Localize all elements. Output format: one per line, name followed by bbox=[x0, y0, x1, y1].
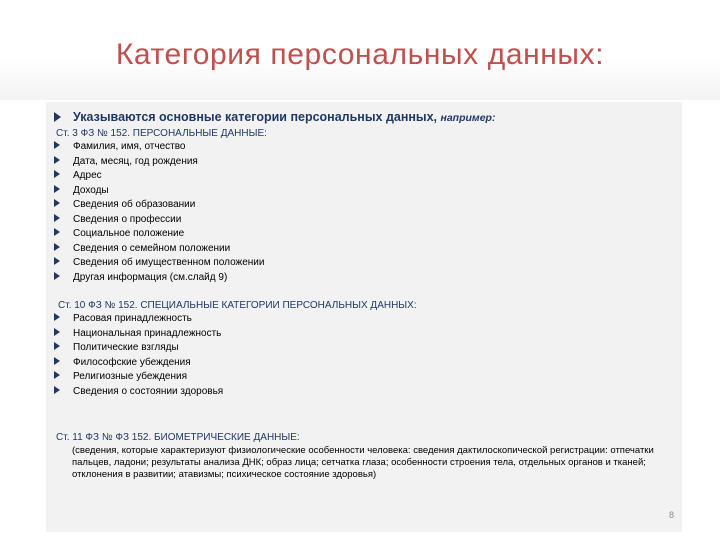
section3-heading: Ст. 11 ФЗ № ФЗ 152. БИОМЕТРИЧЕСКИЕ ДАННЫЕ: bbox=[56, 432, 300, 443]
list-item: Философские убеждения bbox=[54, 356, 223, 371]
triangle-right-icon bbox=[54, 199, 60, 207]
lead-example: например: bbox=[440, 112, 496, 124]
page-number: 8 bbox=[669, 510, 675, 520]
triangle-right-icon bbox=[54, 371, 60, 379]
list-item: Сведения об имущественном положении bbox=[54, 256, 264, 271]
list-item: Сведения о состоянии здоровья bbox=[54, 385, 223, 400]
section2-heading: Ст. 10 ФЗ № 152. СПЕЦИАЛЬНЫЕ КАТЕГОРИИ ПЕРСОНАЛЬНЫХ ДАННЫХ: bbox=[58, 300, 417, 311]
triangle-right-icon bbox=[54, 214, 60, 222]
section1-list bbox=[54, 140, 264, 285]
triangle-right-icon bbox=[54, 313, 60, 321]
list-item: Сведения об образовании bbox=[54, 198, 264, 213]
slide-title: Категория персональных данных: bbox=[115, 38, 605, 71]
list-item: Сведения о профессии bbox=[54, 213, 264, 228]
list-item: Политические взгляды bbox=[54, 341, 223, 356]
title-area bbox=[0, 0, 720, 100]
section2-list bbox=[54, 312, 223, 399]
triangle-right-icon bbox=[54, 342, 60, 350]
triangle-right-icon bbox=[54, 228, 60, 236]
list-item: Религиозные убеждения bbox=[54, 370, 223, 385]
triangle-right-icon bbox=[54, 386, 60, 394]
list-item: Дата, месяц, год рождения bbox=[54, 155, 264, 170]
triangle-right-icon bbox=[54, 112, 61, 122]
triangle-right-icon bbox=[54, 257, 60, 265]
section3-text: (сведения, которые характеризуют физиологические особенности человека: сведения дактилоскопической регистрации: отпечатки пальцев, ладони; результаты анализа ДНК; образ лица; сетчатка глаза; особенности строения тела, отдельных органов и тканей; отклонения в развитии; атавизмы; психическое состояние здоровья) bbox=[72, 445, 654, 480]
triangle-right-icon bbox=[54, 272, 60, 280]
list-item: Фамилия, имя, отчество bbox=[54, 140, 264, 155]
list-item: Расовая принадлежность bbox=[54, 312, 223, 327]
list-item: Доходы bbox=[54, 184, 264, 199]
triangle-right-icon bbox=[54, 328, 60, 336]
list-item: Социальное положение bbox=[54, 227, 264, 242]
triangle-right-icon bbox=[54, 357, 60, 365]
list-item: Адрес bbox=[54, 169, 264, 184]
triangle-right-icon bbox=[54, 141, 60, 149]
list-item: Национальная принадлежность bbox=[54, 327, 223, 342]
lead-line bbox=[54, 110, 495, 124]
lead-text: Указываются основные категории персональных данных, bbox=[73, 110, 441, 124]
triangle-right-icon bbox=[54, 156, 60, 164]
triangle-right-icon bbox=[54, 170, 60, 178]
section1-heading: Ст. 3 ФЗ № 152. ПЕРСОНАЛЬНЫЕ ДАННЫЕ: bbox=[56, 128, 267, 139]
triangle-right-icon bbox=[54, 243, 60, 251]
list-item: Сведения о семейном положении bbox=[54, 242, 264, 257]
triangle-right-icon bbox=[54, 185, 60, 193]
list-item: Другая информация (см.слайд 9) bbox=[54, 271, 264, 286]
